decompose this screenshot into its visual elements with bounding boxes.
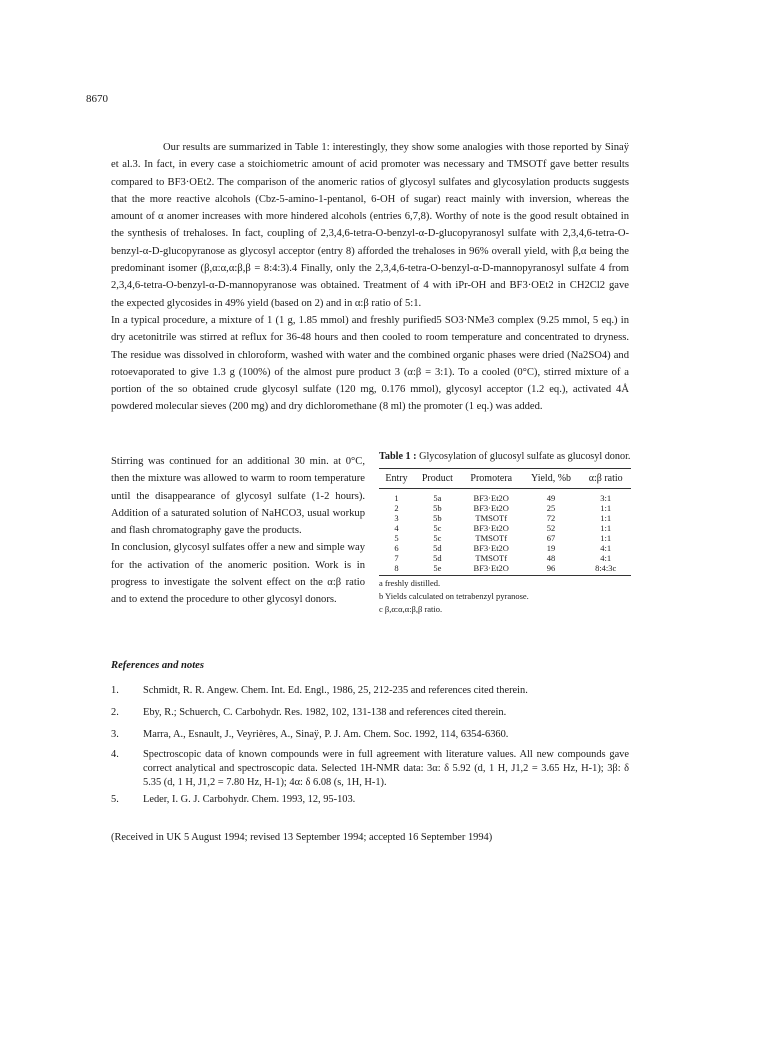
cell-promoter: TMSOTf — [475, 533, 508, 543]
cell-yield: 72 — [546, 513, 556, 523]
header-product: Product — [414, 469, 461, 489]
cell-promoter: BF3·Et2O — [473, 493, 509, 503]
cell-entry: 8 — [379, 563, 414, 576]
table-footnote: a freshly distilled. — [379, 578, 441, 588]
cell-promoter: BF3·Et2O — [473, 543, 509, 553]
table-header-row — [379, 469, 631, 489]
cell-product: 5e — [414, 563, 461, 576]
received-dates: (Received in UK 5 August 1994; revised 13 September 1994; accepted 16 September 1994) — [111, 832, 493, 843]
table-row — [379, 523, 631, 533]
cell-ratio: 1:1 — [600, 503, 612, 513]
cell-yield: 25 — [546, 503, 556, 513]
reference-item — [111, 684, 629, 698]
reference-text: Schmidt, R. R. Angew. Chem. Int. Ed. Engl., 1986, 25, 212-235 and references cited therein. — [143, 685, 528, 696]
references-heading: References and notes — [111, 660, 204, 671]
paragraph-results: Our results are summarized in Table 1: interestingly, they show some analogies with those reported by Sinaÿ et al.3. In fact, in every case a stoichiometric amount of acid promoter was necessary and TMSOTf gave better results compared to BF3·OEt2. The comparison of the anomeric ratios of glycosyl sulfates and glycosylation products suggests that the more reactive alcohols (Cbz-5-amino-1-pentanol, 6-OH of sugar) react mainly with inversion, whereas the amount of α anomer increases with more hindered alcohols (entries 6,7,8). Worthy of note is the good result obtained in the synthesis of trehaloses. In fact, coupling of 2,3,4,6-tetra-O-benzyl-α-D-glucopyranosyl sulfate with 2,3,4,6-tetra-O-benzyl-α-D-glucopyranose as glycosyl acceptor (entry 8) afforded the trehaloses in 96% overall yield, with β,α being the predominant isomer (β,α:α,α:β,β = 8:4:3).4 Finally, only the 2,3,4,6-tetra-O-benzyl-α-D-mannopyranosyl sulfate 4 from 2,3,4,6-tetra-O-benzyl-α-D-mannopyranose was obtained. Treatment of 4 with iPr-OH and BF3·OEt2 in CH2Cl2 gave the expected glycosides in 49% yield (based on 2) and in α:β ratio of 5:1. — [111, 142, 629, 309]
reference-item — [111, 728, 629, 742]
header-promoter: Promotera — [461, 469, 522, 489]
cell-entry: 1 — [394, 493, 399, 503]
header-entry: Entry — [379, 469, 414, 489]
cell-promoter: BF3·Et2O — [473, 523, 509, 533]
reference-text: Leder, I. G. J. Carbohydr. Chem. 1993, 12, 95-103. — [143, 794, 356, 805]
cell-product: 5a — [433, 493, 442, 503]
header-ratio: α:β ratio — [580, 469, 631, 489]
cell-yield: 49 — [546, 493, 556, 503]
body-text — [111, 139, 629, 416]
table-footnote: b Yields calculated on tetrabenzyl pyranose. — [379, 591, 529, 601]
table-caption-text: Glycosylation of glucosyl sulfate as glucosyl donor. — [419, 451, 631, 462]
cell-ratio: 1:1 — [600, 533, 612, 543]
cell-promoter: BF3·Et2O — [461, 563, 522, 576]
reference-item — [111, 748, 629, 790]
table-row — [379, 503, 631, 513]
paragraph-conclusion: In conclusion, glycosyl sulfates offer a new and simple way for the activation of the anomeric position. Work is in progress to investigate the solvent effect on the α:β ratio and to extend the procedure to other glycosyl donors. — [111, 542, 365, 606]
reference-item — [111, 793, 629, 807]
table-label: Table 1 : — [379, 451, 417, 462]
cell-yield: 67 — [546, 533, 556, 543]
cell-product: 5d — [433, 543, 442, 553]
reference-text: Eby, R.; Schuerch, C. Carbohydr. Res. 1982, 102, 131-138 and references cited therein. — [143, 707, 507, 718]
left-column — [111, 453, 365, 609]
glycosylation-table — [379, 468, 631, 576]
header-yield: Yield, %b — [522, 469, 581, 489]
reference-number: 1. — [111, 685, 119, 696]
paragraph-stirring: Stirring was continued for an additional 30 min. at 0°C, then the mixture was allowed to warm to room temperature until the disappearance of glycosyl sulfate (1-2 hours). Addition of a saturated solution of NaHCO3, usual workup and flash chromatography gave the products. — [111, 456, 365, 537]
reference-item — [111, 706, 629, 720]
cell-yield: 52 — [546, 523, 556, 533]
cell-entry: 3 — [394, 513, 399, 523]
reference-number: 4. — [111, 749, 119, 760]
cell-yield: 96 — [522, 563, 581, 576]
table-footnote: c β,α:α,α:β,β ratio. — [379, 604, 443, 614]
reference-number: 3. — [111, 729, 119, 740]
cell-yield: 48 — [546, 553, 556, 563]
cell-ratio: 4:1 — [600, 543, 612, 553]
cell-ratio: 1:1 — [600, 513, 612, 523]
cell-yield: 19 — [546, 543, 556, 553]
cell-ratio: 3:1 — [600, 493, 612, 503]
table-row — [379, 553, 631, 563]
cell-product: 5b — [433, 503, 442, 513]
table-row — [379, 513, 631, 523]
cell-product: 5c — [433, 533, 442, 543]
table-row — [379, 543, 631, 553]
cell-promoter: TMSOTf — [475, 513, 508, 523]
cell-promoter: TMSOTf — [475, 553, 508, 563]
cell-entry: 5 — [394, 533, 399, 543]
cell-ratio: 8:4:3c — [580, 563, 631, 576]
table-1 — [379, 451, 639, 615]
cell-entry: 7 — [394, 553, 399, 563]
cell-product: 5d — [433, 553, 442, 563]
cell-product: 5c — [433, 523, 442, 533]
cell-product: 5b — [433, 513, 442, 523]
table-row — [379, 489, 631, 504]
table-caption — [379, 451, 639, 463]
page-number: 8670 — [86, 93, 108, 105]
cell-entry: 6 — [394, 543, 399, 553]
cell-entry: 2 — [394, 503, 399, 513]
cell-entry: 4 — [394, 523, 399, 533]
reference-text: Spectroscopic data of known compounds were in full agreement with literature values. All new compounds gave correct analytical and spectroscopic data. Selected 1H-NMR data: 3α: δ 5.92 (d, 1 H, J1,2 = 3.65 Hz, H-1); 3β: δ 5.35 (d, 1 H, J1,2 = 7.80 Hz, H-1); 4α: δ 6.08 (s, 1H, H-1). — [143, 749, 629, 788]
reference-text: Marra, A., Esnault, J., Veyrières, A., Sinaÿ, P. J. Am. Chem. Soc. 1992, 114, 6354-6360. — [143, 729, 509, 740]
reference-number: 2. — [111, 707, 119, 718]
table-row — [379, 533, 631, 543]
table-row — [379, 563, 631, 576]
paragraph-procedure: In a typical procedure, a mixture of 1 (1 g, 1.85 mmol) and freshly purified5 SO3·NMe3 complex (9.25 mmol, 5 eq.) in dry acetonitrile was stirred at reflux for 36-48 hours and then cooled to room temperature and concentrated to dryness. The residue was dissolved in chloroform, washed with water and the combined organic phases were dried (Na2SO4) and rotoevaporated to give 1.3 g (100%) of the almost pure product 3 (α:β = 3:1). To a cooled (0°C), stirred mixture of a portion of the so obtained crude glycosyl sulfate (120 mg, 0.176 mmol), glycosyl acceptor (1.2 eq.), activated 4Å powdered molecular sieves (200 mg) and dry dichloromethane (8 ml) the promoter (1 eq.) was added. — [111, 314, 629, 413]
cell-ratio: 1:1 — [600, 523, 612, 533]
cell-promoter: BF3·Et2O — [473, 503, 509, 513]
cell-ratio: 4:1 — [600, 553, 612, 563]
reference-number: 5. — [111, 794, 119, 805]
